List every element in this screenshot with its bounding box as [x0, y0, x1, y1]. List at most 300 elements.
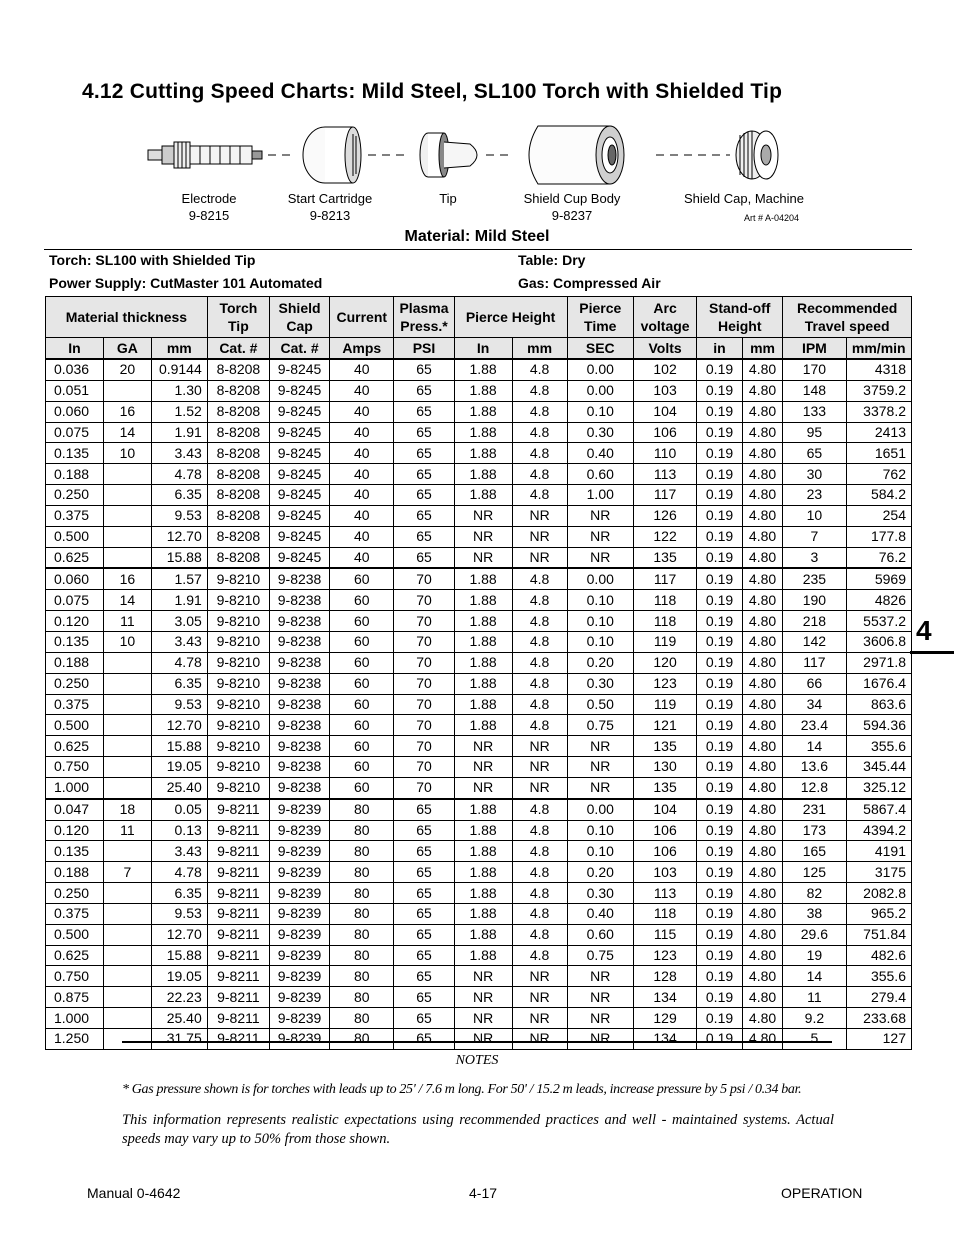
table-cell [104, 652, 152, 673]
table-cell: 19.05 [151, 966, 207, 987]
table-cell: 60 [330, 736, 394, 757]
table-cell: 3759.2 [846, 380, 911, 401]
table-cell: 1.88 [454, 883, 512, 904]
table-row [46, 652, 912, 673]
table-cell: 4394.2 [846, 820, 911, 841]
table-cell: 121 [633, 715, 696, 736]
table-cell: 9-8210 [207, 611, 269, 632]
table-cell: 0.075 [46, 590, 104, 611]
table-cell: 0.375 [46, 903, 104, 924]
table-cell: 5969 [846, 568, 911, 589]
part-shield-cap [676, 190, 812, 207]
part-name: Shield Cap, Machine [684, 191, 804, 206]
unit-header: SEC [567, 338, 633, 360]
table-cell [104, 673, 152, 694]
table-cell: 4.78 [151, 652, 207, 673]
table-cell: 4.80 [742, 673, 782, 694]
table-cell: 4.8 [512, 903, 567, 924]
table-cell: 123 [633, 673, 696, 694]
table-cell: 4.8 [512, 590, 567, 611]
table-cell: 0.750 [46, 966, 104, 987]
table-row [46, 966, 912, 987]
table-cell: NR [512, 526, 567, 547]
table-cell: 0.19 [697, 422, 743, 443]
table-row [46, 715, 912, 736]
table-cell: 4.80 [742, 945, 782, 966]
table-cell: 70 [394, 694, 454, 715]
table-cell: 80 [330, 820, 394, 841]
table-cell: 0.19 [697, 464, 743, 485]
table-cell: 0.036 [46, 359, 104, 380]
table-cell: 9.2 [783, 1008, 846, 1029]
table-cell: 482.6 [846, 945, 911, 966]
table-cell: 0.19 [697, 945, 743, 966]
table-cell: 4.80 [742, 777, 782, 798]
table-cell: 3378.2 [846, 401, 911, 422]
table-cell: 9-8211 [207, 841, 269, 862]
col-torch-tip: Torch Tip [207, 297, 269, 338]
table-cell: 1.00 [567, 485, 633, 506]
table-cell: 8-8208 [207, 485, 269, 506]
table-cell: 863.6 [846, 694, 911, 715]
table-cell: 9-8239 [269, 841, 329, 862]
table-cell: 0.00 [567, 359, 633, 380]
table-cell: 0.50 [567, 694, 633, 715]
table-cell: 16 [104, 568, 152, 589]
table-cell: 1.88 [454, 443, 512, 464]
table-cell: 110 [633, 443, 696, 464]
table-cell: 4.80 [742, 401, 782, 422]
table-cell: 9-8210 [207, 673, 269, 694]
table-cell: 0.625 [46, 945, 104, 966]
table-cell: 65 [394, 820, 454, 841]
table-cell: 70 [394, 611, 454, 632]
table-cell: 9.53 [151, 694, 207, 715]
table-cell: 0.19 [697, 903, 743, 924]
table-cell: 170 [783, 359, 846, 380]
table-cell: 65 [394, 966, 454, 987]
table-cell: 9-8245 [269, 464, 329, 485]
gas-info: Gas: Compressed Air [518, 275, 661, 291]
table-cell: NR [454, 777, 512, 798]
table-cell: 65 [394, 945, 454, 966]
table-row [46, 862, 912, 883]
table-cell: 9-8239 [269, 903, 329, 924]
table-cell: 22.23 [151, 987, 207, 1008]
table-cell: 80 [330, 966, 394, 987]
table-cell: NR [454, 757, 512, 778]
table-cell: 106 [633, 841, 696, 862]
table-cell: NR [512, 987, 567, 1008]
col-standoff-height: Stand-off Height [697, 297, 783, 338]
table-cell: 34 [783, 694, 846, 715]
table-cell: 2971.8 [846, 652, 911, 673]
table-cell: 177.8 [846, 526, 911, 547]
table-cell: 65 [394, 1008, 454, 1029]
table-cell: 3.43 [151, 841, 207, 862]
table-cell: 0.00 [567, 380, 633, 401]
table-cell: 9-8245 [269, 401, 329, 422]
table-cell: 14 [783, 966, 846, 987]
table-cell: 60 [330, 673, 394, 694]
part-electrode [178, 190, 240, 224]
table-row [46, 401, 912, 422]
table-cell: 70 [394, 757, 454, 778]
unit-header: PSI [394, 338, 454, 360]
torch-info: Torch: SL100 with Shielded Tip [49, 252, 256, 268]
table-cell: 0.19 [697, 590, 743, 611]
table-cell: 65 [394, 799, 454, 820]
table-cell: 9-8210 [207, 777, 269, 798]
table-cell: NR [567, 966, 633, 987]
table-cell: 4.8 [512, 945, 567, 966]
table-row [46, 380, 912, 401]
table-cell: 0.19 [697, 841, 743, 862]
table-cell: 4.80 [742, 841, 782, 862]
table-cell: 38 [783, 903, 846, 924]
unit-header: Cat. # [207, 338, 269, 360]
table-cell: 9-8211 [207, 862, 269, 883]
table-cell: 3.05 [151, 611, 207, 632]
part-shield-cup-body [516, 190, 628, 224]
table-cell: 135 [633, 547, 696, 568]
table-cell: 20 [104, 359, 152, 380]
table-cell: 4.80 [742, 966, 782, 987]
table-info: Table: Dry [518, 252, 586, 268]
table-cell: 65 [394, 380, 454, 401]
table-cell: NR [512, 966, 567, 987]
table-cell: 0.135 [46, 443, 104, 464]
table-cell: 0.19 [697, 505, 743, 526]
table-cell: 40 [330, 547, 394, 568]
table-cell: 65 [394, 987, 454, 1008]
table-cell: 594.36 [846, 715, 911, 736]
table-cell: 70 [394, 715, 454, 736]
unit-header: In [46, 338, 104, 360]
table-cell: 80 [330, 862, 394, 883]
table-row [46, 757, 912, 778]
table-row [46, 1029, 912, 1050]
table-cell: 0.19 [697, 924, 743, 945]
table-cell: 0.75 [567, 945, 633, 966]
unit-header: In [454, 338, 512, 360]
table-cell: 119 [633, 694, 696, 715]
table-cell [104, 526, 152, 547]
table-cell: 106 [633, 820, 696, 841]
table-cell: 4.80 [742, 1029, 782, 1050]
table-cell [104, 464, 152, 485]
table-cell: 0.10 [567, 631, 633, 652]
part-number: 9-8213 [309, 208, 351, 223]
table-cell: 4.80 [742, 820, 782, 841]
table-cell: 9-8238 [269, 673, 329, 694]
table-cell: 9-8245 [269, 485, 329, 506]
table-cell: 70 [394, 568, 454, 589]
table-cell: 133 [783, 401, 846, 422]
table-cell: 9-8238 [269, 590, 329, 611]
table-cell [104, 883, 152, 904]
table-cell: 9-8211 [207, 1008, 269, 1029]
part-name: Electrode [181, 191, 237, 206]
table-cell: 118 [633, 590, 696, 611]
table-cell: 4.78 [151, 862, 207, 883]
table-cell: 10 [104, 631, 152, 652]
table-cell: 134 [633, 987, 696, 1008]
table-cell: 4.80 [742, 380, 782, 401]
table-cell: 6.35 [151, 673, 207, 694]
table-cell: 9-8211 [207, 799, 269, 820]
table-cell: 12.70 [151, 526, 207, 547]
col-travel-speed: Recommended Travel speed [783, 297, 912, 338]
table-cell: 9-8245 [269, 443, 329, 464]
table-cell: 40 [330, 422, 394, 443]
table-cell: 4.80 [742, 485, 782, 506]
table-cell: 6.35 [151, 485, 207, 506]
table-cell: 9-8245 [269, 526, 329, 547]
table-row [46, 736, 912, 757]
table-cell: 0.10 [567, 590, 633, 611]
table-cell: 4318 [846, 359, 911, 380]
table-row [46, 903, 912, 924]
table-cell: 9-8210 [207, 736, 269, 757]
table-cell: 80 [330, 1029, 394, 1050]
table-cell: 70 [394, 673, 454, 694]
table-cell: 65 [394, 422, 454, 443]
table-cell [104, 1029, 152, 1050]
table-cell: 70 [394, 652, 454, 673]
table-cell: 4.8 [512, 568, 567, 589]
table-cell: 5537.2 [846, 611, 911, 632]
table-cell: 9-8211 [207, 945, 269, 966]
table-cell: 0.19 [697, 673, 743, 694]
table-cell: 0.19 [697, 757, 743, 778]
table-cell: 5867.4 [846, 799, 911, 820]
table-cell: 25.40 [151, 777, 207, 798]
table-cell: 4.8 [512, 380, 567, 401]
table-row [46, 590, 912, 611]
table-cell: NR [454, 736, 512, 757]
table-cell: 325.12 [846, 777, 911, 798]
table-cell: 9-8239 [269, 924, 329, 945]
table-cell: 0.750 [46, 757, 104, 778]
table-cell: 4.80 [742, 757, 782, 778]
table-cell: 9-8210 [207, 568, 269, 589]
table-cell: 80 [330, 883, 394, 904]
table-cell: NR [512, 777, 567, 798]
shield-cup-body-icon [529, 126, 730, 184]
table-cell: NR [567, 505, 633, 526]
table-cell: 5 [783, 1029, 846, 1050]
table-cell: 0.19 [697, 611, 743, 632]
table-cell: 11 [104, 611, 152, 632]
table-cell: 65 [394, 464, 454, 485]
table-cell: 0.19 [697, 359, 743, 380]
table-cell: NR [567, 757, 633, 778]
table-cell [104, 841, 152, 862]
table-cell: 0.19 [697, 862, 743, 883]
table-cell: 9-8239 [269, 1029, 329, 1050]
table-cell: 9-8238 [269, 694, 329, 715]
table-cell: 106 [633, 422, 696, 443]
table-cell: 82 [783, 883, 846, 904]
table-cell: 8-8208 [207, 422, 269, 443]
table-cell: 1.88 [454, 611, 512, 632]
table-cell: 80 [330, 924, 394, 945]
table-cell: 0.05 [151, 799, 207, 820]
table-cell: 9-8238 [269, 568, 329, 589]
table-cell: 0.250 [46, 673, 104, 694]
table-cell: 19 [783, 945, 846, 966]
table-cell: 0.13 [151, 820, 207, 841]
table-cell [104, 987, 152, 1008]
table-cell: 80 [330, 841, 394, 862]
table-cell: 10 [783, 505, 846, 526]
table-cell: 4.8 [512, 924, 567, 945]
table-cell: 104 [633, 799, 696, 820]
table-cell: 9-8238 [269, 777, 329, 798]
col-shield-cap: Shield Cap [269, 297, 329, 338]
table-cell: 4.8 [512, 485, 567, 506]
table-cell: 9-8211 [207, 924, 269, 945]
table-cell: 165 [783, 841, 846, 862]
table-cell: 1.88 [454, 590, 512, 611]
art-number: Art # A-04204 [744, 213, 800, 223]
table-cell: 4.8 [512, 422, 567, 443]
table-cell: 0.135 [46, 631, 104, 652]
table-cell: 0.60 [567, 464, 633, 485]
table-row [46, 673, 912, 694]
table-cell: 4.80 [742, 631, 782, 652]
table-cell: 1.88 [454, 841, 512, 862]
table-row [46, 631, 912, 652]
table-cell: 0.10 [567, 841, 633, 862]
table-cell [104, 694, 152, 715]
table-cell: 4.80 [742, 736, 782, 757]
table-cell: 0.19 [697, 777, 743, 798]
table-cell: 60 [330, 631, 394, 652]
unit-header: GA [104, 338, 152, 360]
page-title: 4.12 Cutting Speed Charts: Mild Steel, SL100 Torch with Shielded Tip [82, 80, 783, 103]
table-cell: 0.375 [46, 505, 104, 526]
table-cell [104, 777, 152, 798]
part-name: Start Cartridge [287, 191, 373, 206]
table-cell: 0.00 [567, 568, 633, 589]
table-cell: 70 [394, 736, 454, 757]
part-name: Tip [439, 191, 457, 206]
table-cell: 218 [783, 611, 846, 632]
table-cell: 1.52 [151, 401, 207, 422]
table-cell: 0.500 [46, 526, 104, 547]
table-cell: 1.88 [454, 820, 512, 841]
table-cell: 60 [330, 568, 394, 589]
table-cell: 70 [394, 777, 454, 798]
table-row [46, 505, 912, 526]
col-arc-voltage: Arc voltage [633, 297, 696, 338]
table-cell: 7 [104, 862, 152, 883]
table-cell: 70 [394, 631, 454, 652]
electrode-icon [148, 142, 290, 168]
table-cell: 0.10 [567, 820, 633, 841]
table-cell: 8-8208 [207, 547, 269, 568]
table-cell: 30 [783, 464, 846, 485]
table-cell: 118 [633, 903, 696, 924]
table-cell: 0.20 [567, 652, 633, 673]
table-cell: 0.051 [46, 380, 104, 401]
table-cell: 115 [633, 924, 696, 945]
table-cell: 40 [330, 380, 394, 401]
unit-header: Amps [330, 338, 394, 360]
table-cell: 584.2 [846, 485, 911, 506]
table-cell: 8-8208 [207, 505, 269, 526]
table-row [46, 464, 912, 485]
part-number: 9-8237 [551, 208, 593, 223]
table-cell: 965.2 [846, 903, 911, 924]
table-cell: 7 [783, 526, 846, 547]
table-cell: 762 [846, 464, 911, 485]
unit-header: Volts [633, 338, 696, 360]
table-cell: 1.88 [454, 359, 512, 380]
table-cell: 3175 [846, 862, 911, 883]
table-cell: 0.20 [567, 862, 633, 883]
table-cell: 1.91 [151, 590, 207, 611]
table-cell: 65 [394, 401, 454, 422]
table-cell: 14 [104, 422, 152, 443]
table-cell: 4.80 [742, 464, 782, 485]
table-cell: 9-8210 [207, 757, 269, 778]
table-row [46, 924, 912, 945]
unit-header: mm [742, 338, 782, 360]
table-cell: 4.80 [742, 359, 782, 380]
table-cell: 9-8245 [269, 380, 329, 401]
table-cell: 103 [633, 862, 696, 883]
table-cell: NR [567, 526, 633, 547]
table-cell: 1.88 [454, 903, 512, 924]
table-cell: 10 [104, 443, 152, 464]
unit-header: mm/min [846, 338, 911, 360]
table-cell: NR [567, 987, 633, 1008]
table-cell: 0.188 [46, 862, 104, 883]
table-cell: 9-8245 [269, 359, 329, 380]
table-cell: 1.250 [46, 1029, 104, 1050]
table-cell: 66 [783, 673, 846, 694]
table-cell: 4.80 [742, 422, 782, 443]
table-cell: 3606.8 [846, 631, 911, 652]
table-row [46, 443, 912, 464]
table-cell: 0.75 [567, 715, 633, 736]
table-cell: 4.8 [512, 359, 567, 380]
table-row [46, 841, 912, 862]
table-cell: 4.80 [742, 1008, 782, 1029]
table-cell: 65 [394, 862, 454, 883]
table-row [46, 1008, 912, 1029]
notes-title: NOTES [455, 1053, 499, 1068]
table-cell: 12.8 [783, 777, 846, 798]
table-cell: 0.19 [697, 547, 743, 568]
table-cell: 1.88 [454, 631, 512, 652]
table-cell: 148 [783, 380, 846, 401]
table-cell: 4.8 [512, 611, 567, 632]
table-cell: 0.135 [46, 841, 104, 862]
tip-icon [420, 133, 510, 177]
table-cell: 60 [330, 611, 394, 632]
table-cell: 40 [330, 359, 394, 380]
table-cell: 8-8208 [207, 443, 269, 464]
table-cell: 4.8 [512, 715, 567, 736]
table-cell: NR [454, 1029, 512, 1050]
header-row [46, 297, 912, 338]
table-cell: 135 [633, 777, 696, 798]
table-cell: 9-8211 [207, 966, 269, 987]
